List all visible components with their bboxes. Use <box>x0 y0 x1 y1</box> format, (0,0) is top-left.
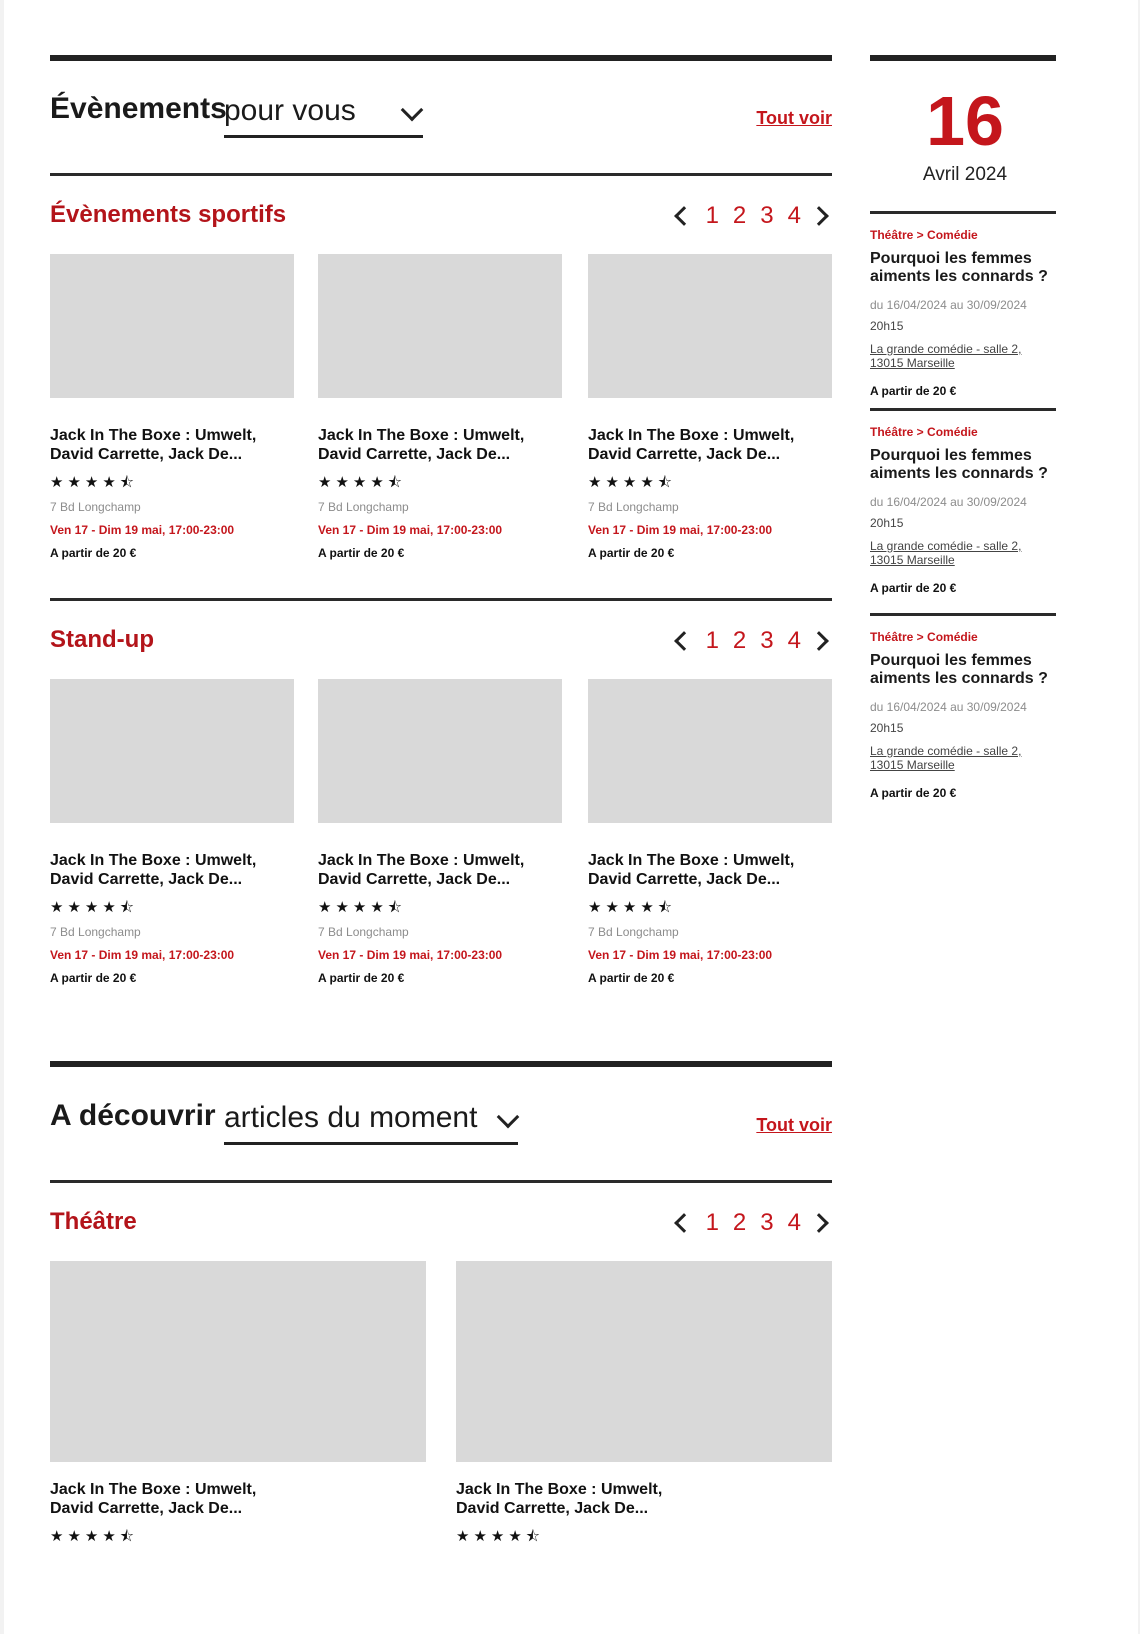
agenda-item-hour: 20h15 <box>870 319 904 333</box>
chevron-down-icon <box>497 1106 520 1129</box>
article-card[interactable] <box>456 1261 832 1546</box>
page-link[interactable]: 3 <box>760 202 774 229</box>
events-filter-select[interactable] <box>224 88 423 138</box>
page-link[interactable]: 4 <box>787 202 801 229</box>
page-link[interactable]: 3 <box>760 1209 774 1236</box>
page-link[interactable]: 4 <box>787 1209 801 1236</box>
agenda-item-title: Pourquoi les femmes aiments les connards ? <box>870 652 1048 687</box>
event-title: Jack In The Boxe : Umwelt, David Carrette, Jack De... <box>318 852 525 888</box>
rating-stars: ★★★★⯪ <box>318 472 562 492</box>
agenda-item[interactable] <box>870 425 1060 595</box>
article-title: Jack In The Boxe : Umwelt, David Carrette, Jack De... <box>456 1481 663 1517</box>
page-link[interactable]: 3 <box>760 627 774 654</box>
event-card[interactable] <box>50 254 294 560</box>
section-rule <box>50 598 832 601</box>
agenda-item-price: A partir de 20 € <box>870 384 957 398</box>
agenda-day: 16 <box>926 82 1004 160</box>
half-star-icon: ⯪ <box>119 899 139 916</box>
event-title: Jack In The Boxe : Umwelt, David Carrette, Jack De... <box>50 427 257 463</box>
rating-stars: ★★★★⯪ <box>588 897 832 917</box>
category-title-sport: Évènements sportifs <box>50 201 287 228</box>
half-star-icon: ⯪ <box>525 1528 545 1545</box>
section-rule <box>50 55 832 61</box>
event-price: A partir de 20 € <box>588 546 675 560</box>
agenda-item-hour: 20h15 <box>870 721 904 735</box>
pager-theatre <box>671 1208 832 1238</box>
event-address: 7 Bd Longchamp <box>588 500 679 514</box>
event-dates: Ven 17 - Dim 19 mai, 17:00-23:00 <box>588 948 773 962</box>
pager-standup <box>671 626 832 656</box>
agenda-item-title: Pourquoi les femmes aiments les connards ? <box>870 250 1048 285</box>
chevron-left-icon[interactable] <box>674 1213 694 1233</box>
agenda-item-price: A partir de 20 € <box>870 786 957 800</box>
agenda-item-hour: 20h15 <box>870 516 904 530</box>
agenda-item-dates: du 16/04/2024 au 30/09/2024 <box>870 700 1027 714</box>
event-dates: Ven 17 - Dim 19 mai, 17:00-23:00 <box>50 523 235 537</box>
event-title: Jack In The Boxe : Umwelt, David Carrette, Jack De... <box>318 427 525 463</box>
page <box>4 0 1138 1634</box>
event-dates: Ven 17 - Dim 19 mai, 17:00-23:00 <box>588 523 773 537</box>
page-link[interactable]: 1 <box>705 627 719 654</box>
event-price: A partir de 20 € <box>318 546 405 560</box>
section-rule <box>50 173 832 176</box>
page-link[interactable]: 4 <box>787 627 801 654</box>
agenda-item-category: Théâtre > Comédie <box>870 228 978 242</box>
event-title: Jack In The Boxe : Umwelt, David Carrette, Jack De... <box>588 852 795 888</box>
agenda-item-dates: du 16/04/2024 au 30/09/2024 <box>870 298 1027 312</box>
section-rule <box>870 211 1056 214</box>
events-section-title: Évènements <box>50 92 227 125</box>
event-image <box>318 679 562 823</box>
agenda-item[interactable] <box>870 630 1060 800</box>
article-title: Jack In The Boxe : Umwelt, David Carrette, Jack De... <box>50 1481 257 1517</box>
agenda-item[interactable] <box>870 228 1060 398</box>
page-link[interactable]: 2 <box>732 627 747 654</box>
rating-stars: ★★★★⯪ <box>456 1526 832 1546</box>
event-image <box>318 254 562 398</box>
rating-stars: ★★★★⯪ <box>50 1526 426 1546</box>
rating-stars: ★★★★⯪ <box>318 897 562 917</box>
category-title-theatre: Théâtre <box>50 1208 137 1235</box>
discover-see-all-link[interactable]: Tout voir <box>756 1115 832 1135</box>
half-star-icon: ⯪ <box>119 1528 139 1545</box>
half-star-icon: ⯪ <box>387 899 407 916</box>
chevron-right-icon[interactable] <box>809 1213 829 1233</box>
agenda-item-place-link[interactable]: La grande comédie - salle 2, 13015 Marseille <box>870 539 1022 567</box>
chevron-right-icon[interactable] <box>809 631 829 651</box>
half-star-icon: ⯪ <box>657 899 677 916</box>
event-title: Jack In The Boxe : Umwelt, David Carrette, Jack De... <box>50 852 257 888</box>
chevron-down-icon <box>401 99 424 122</box>
event-card[interactable] <box>50 679 294 985</box>
event-address: 7 Bd Longchamp <box>318 500 409 514</box>
event-price: A partir de 20 € <box>588 971 675 985</box>
section-rule <box>870 408 1056 411</box>
chevron-left-icon[interactable] <box>674 631 694 651</box>
half-star-icon: ⯪ <box>119 474 139 491</box>
event-image <box>588 254 832 398</box>
event-price: A partir de 20 € <box>50 971 137 985</box>
rating-stars: ★★★★⯪ <box>588 472 832 492</box>
event-title: Jack In The Boxe : Umwelt, David Carrette, Jack De... <box>588 427 795 463</box>
pager-sport <box>671 201 832 231</box>
event-dates: Ven 17 - Dim 19 mai, 17:00-23:00 <box>318 948 503 962</box>
agenda-item-dates: du 16/04/2024 au 30/09/2024 <box>870 495 1027 509</box>
event-address: 7 Bd Longchamp <box>50 500 141 514</box>
event-card[interactable] <box>318 254 562 560</box>
chevron-right-icon[interactable] <box>809 206 829 226</box>
page-link[interactable]: 2 <box>732 202 747 229</box>
event-price: A partir de 20 € <box>318 971 405 985</box>
event-card[interactable] <box>588 679 832 985</box>
event-price: A partir de 20 € <box>50 546 137 560</box>
discover-section-title: A découvrir <box>50 1099 216 1132</box>
event-address: 7 Bd Longchamp <box>588 925 679 939</box>
agenda-item-category: Théâtre > Comédie <box>870 425 978 439</box>
discover-filter-value: articles du moment <box>224 1101 478 1134</box>
agenda-item-price: A partir de 20 € <box>870 581 957 595</box>
page-link[interactable]: 2 <box>732 1209 747 1236</box>
event-card[interactable] <box>588 254 832 560</box>
agenda-item-place-link[interactable]: La grande comédie - salle 2, 13015 Marseille <box>870 342 1022 370</box>
rating-stars: ★★★★⯪ <box>50 897 294 917</box>
events-see-all-link[interactable]: Tout voir <box>756 108 832 128</box>
article-image <box>456 1261 832 1462</box>
event-image <box>50 679 294 823</box>
section-rule <box>50 1061 832 1067</box>
half-star-icon: ⯪ <box>657 474 677 491</box>
agenda-item-category: Théâtre > Comédie <box>870 630 978 644</box>
article-card[interactable] <box>50 1261 426 1546</box>
section-rule <box>870 55 1056 61</box>
category-title-standup: Stand-up <box>50 626 154 653</box>
event-card[interactable] <box>318 679 562 985</box>
article-image <box>50 1261 426 1462</box>
agenda-month: Avril 2024 <box>922 164 1008 185</box>
chevron-left-icon[interactable] <box>674 206 694 226</box>
section-rule <box>870 613 1056 616</box>
discover-filter-select[interactable] <box>224 1095 518 1145</box>
events-filter-value: pour vous <box>224 94 356 127</box>
rating-stars: ★★★★⯪ <box>50 472 294 492</box>
event-address: 7 Bd Longchamp <box>318 925 409 939</box>
half-star-icon: ⯪ <box>387 474 407 491</box>
event-dates: Ven 17 - Dim 19 mai, 17:00-23:00 <box>318 523 503 537</box>
event-image <box>588 679 832 823</box>
page-link[interactable]: 1 <box>705 1209 719 1236</box>
event-address: 7 Bd Longchamp <box>50 925 141 939</box>
section-rule <box>50 1180 832 1183</box>
event-image <box>50 254 294 398</box>
page-link[interactable]: 1 <box>705 202 719 229</box>
agenda-item-title: Pourquoi les femmes aiments les connards ? <box>870 447 1048 482</box>
agenda-item-place-link[interactable]: La grande comédie - salle 2, 13015 Marseille <box>870 744 1022 772</box>
event-dates: Ven 17 - Dim 19 mai, 17:00-23:00 <box>50 948 235 962</box>
